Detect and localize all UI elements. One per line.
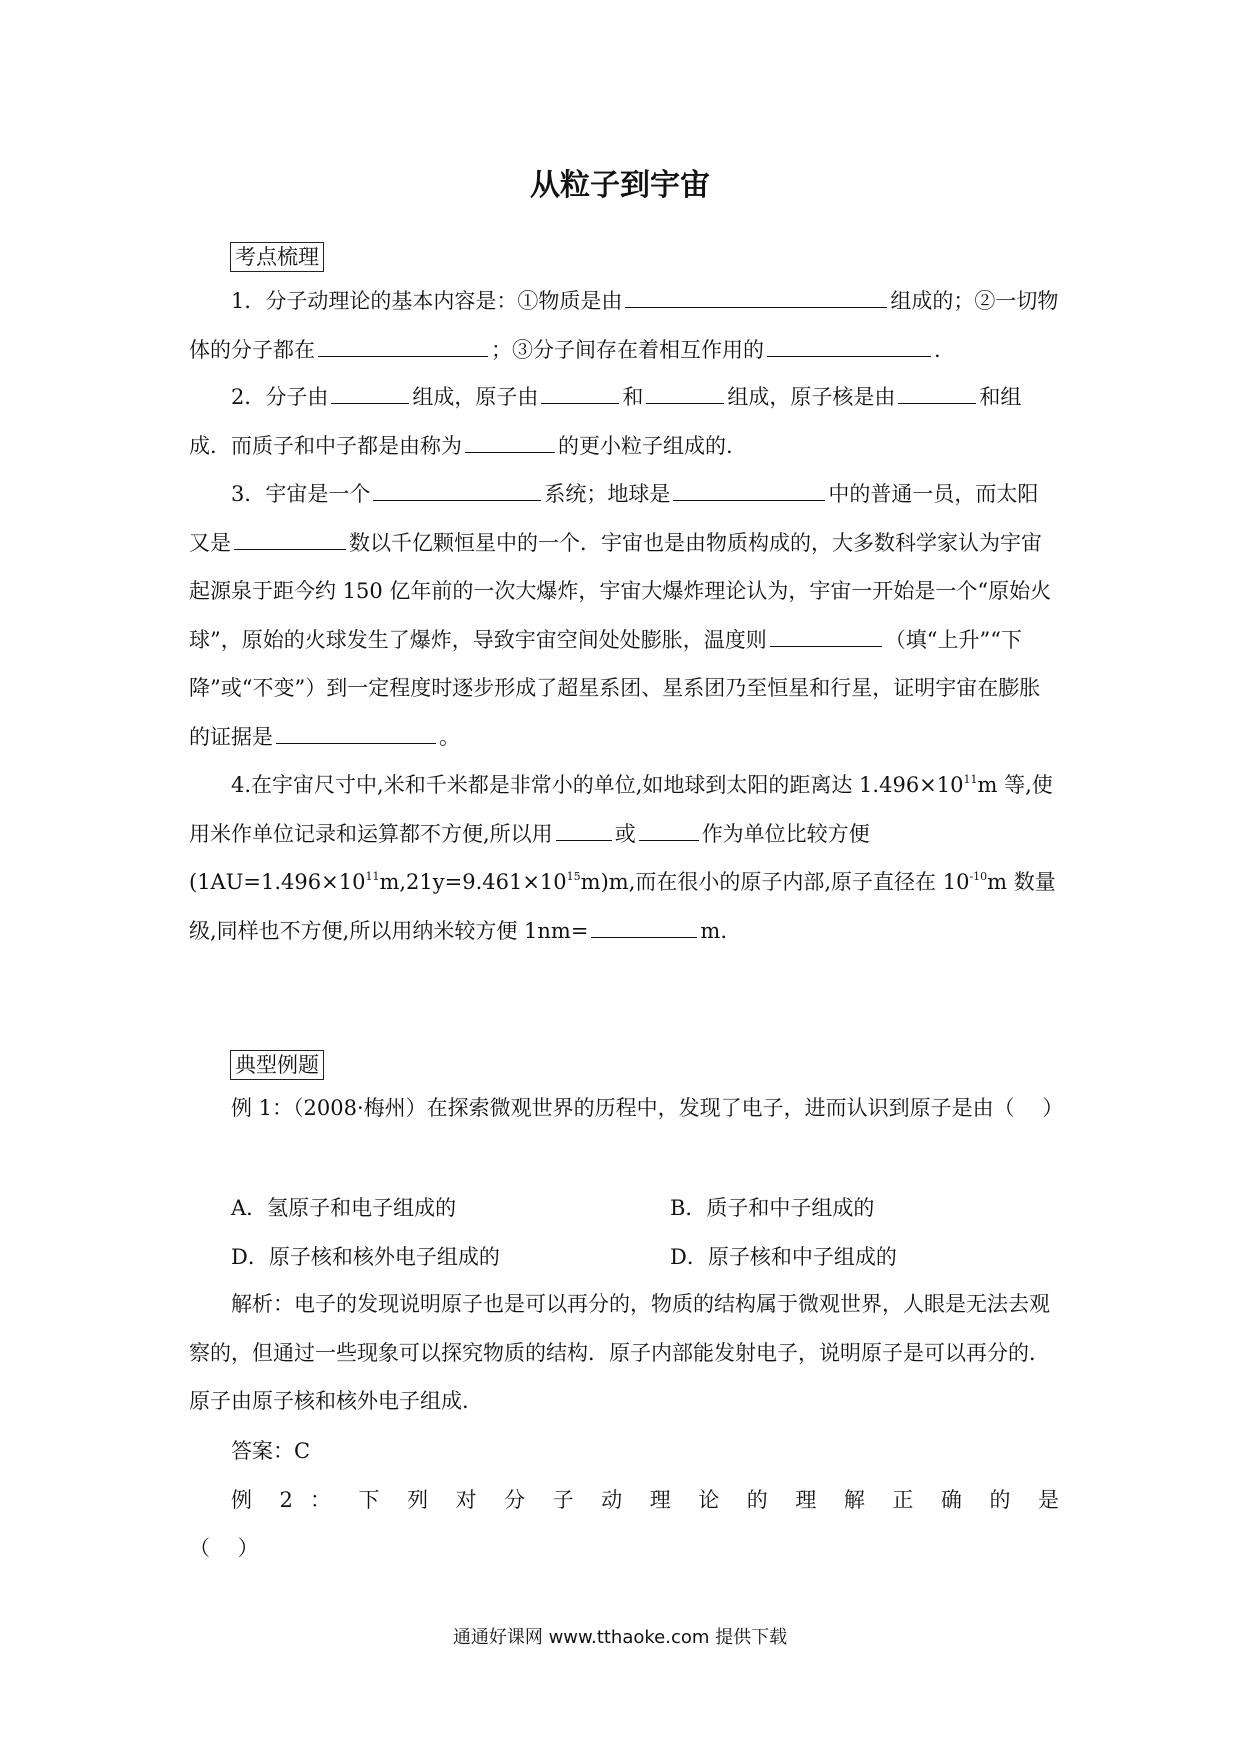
paragraph-2 bbox=[189, 373, 1059, 470]
p4-exponent-3: 15 bbox=[566, 870, 581, 883]
p3-text-f: 。 bbox=[439, 724, 460, 749]
blank-field[interactable] bbox=[331, 381, 409, 404]
blank-field[interactable] bbox=[673, 478, 825, 501]
page-title: 从粒子到宇宙 bbox=[530, 168, 710, 203]
blank-field[interactable] bbox=[276, 721, 436, 744]
paragraph-1 bbox=[189, 277, 1059, 374]
blank-field[interactable] bbox=[639, 818, 699, 841]
blank-field[interactable] bbox=[556, 818, 612, 841]
example-1-option-c: D．原子核和核外电子组成的 bbox=[231, 1245, 500, 1269]
p3-text-d: 数以千亿颗恒星中的一个．宇宙也是由物质构成的，大多数科学家认为宇宙起源泉于距今约 150 亿年前的一次大爆炸，宇宙大爆炸理论认为，宇宙一开始是一个“原始火球”，原始的火球发生了爆炸，导致宇宙空间处处膨胀，温度则 bbox=[189, 530, 1052, 652]
blank-field[interactable] bbox=[646, 381, 724, 404]
p1-text-a: 1．分子动理论的基本内容是：①物质是由 bbox=[231, 289, 623, 313]
p3-text-b: 系统；地球是 bbox=[544, 482, 671, 506]
p4-text-d: 作为单位比较方便(1AU=1.496×10 bbox=[189, 821, 870, 894]
p1-text-c: ；③分子间存在着相互作用的 bbox=[491, 337, 764, 362]
blank-field[interactable] bbox=[770, 624, 882, 647]
blank-field[interactable] bbox=[465, 430, 555, 453]
blank-field[interactable] bbox=[767, 334, 931, 357]
p4-exponent-2: 11 bbox=[365, 870, 380, 883]
blank-field[interactable] bbox=[591, 915, 697, 938]
blank-field[interactable] bbox=[318, 334, 488, 357]
p2-text-a: 2．分子由 bbox=[231, 385, 329, 409]
blank-field[interactable] bbox=[373, 478, 541, 501]
p2-text-e: 和 bbox=[979, 385, 1001, 409]
p2-text-b: 组成，原子由 bbox=[412, 385, 539, 409]
p3-text-c: 中的普通一员，而太阳又是 bbox=[189, 482, 1039, 555]
example-2-question: 例 2 ： 下 列 对 分 子 动 理 论 的 理 解 正 确 的 是 bbox=[231, 1488, 1059, 1512]
section-heading-examples: 典型例题 bbox=[230, 1050, 324, 1080]
p4-text-c: 或 bbox=[614, 821, 636, 846]
p4-text-b: m 等,使用米作单位记录和运算都不方便,所以用 bbox=[189, 773, 1053, 846]
p2-text-g: 的更小粒子组成的. bbox=[558, 433, 733, 458]
p3-text-e: （填“上升”“下降”或“不变”）到一定程度时逐步形成了超星系团、星系团乃至恒星和行星，证明宇宙在膨胀的证据是 bbox=[189, 627, 1041, 749]
example-1-question: 例 1：（2008·梅州）在探索微观世界的历程中，发现了电子，进而认识到原子是由（ ） bbox=[231, 1096, 1064, 1120]
p1-text-b: 组成的；②一切物体的分子都在 bbox=[189, 289, 1059, 362]
p2-text-c: 和 bbox=[622, 385, 644, 409]
example-1-answer: 答案：C bbox=[231, 1439, 311, 1463]
p3-text-a: 3．宇宙是一个 bbox=[231, 482, 371, 506]
paragraph-3 bbox=[189, 470, 1059, 761]
p4-exponent-4: -10 bbox=[969, 870, 988, 883]
p4-exponent-1: 11 bbox=[963, 773, 978, 786]
page-footer: 通通好课网 www.tthaoke.com 提供下载 bbox=[452, 1627, 788, 1648]
p1-text-d: . bbox=[934, 337, 941, 362]
section-heading-key-points: 考点梳理 bbox=[230, 242, 324, 272]
example-1-option-a: A．氢原子和电子组成的 bbox=[231, 1196, 457, 1220]
p4-text-f: m)m,而在很小的原子内部,原子直径在 10 bbox=[580, 870, 970, 894]
blank-field[interactable] bbox=[234, 527, 346, 550]
p2-text-d: 组成，原子核是由 bbox=[727, 385, 896, 409]
blank-field[interactable] bbox=[541, 381, 619, 404]
p2-text-f: 组成．而质子和中子都是由称为 bbox=[189, 385, 1022, 458]
p4-text-h: m. bbox=[700, 918, 728, 943]
blank-field[interactable] bbox=[898, 381, 976, 404]
example-2-paren: （ ） bbox=[189, 1536, 259, 1560]
p4-text-e: m,21y=9.461×10 bbox=[379, 870, 567, 894]
example-1-analysis: 解析：电子的发现说明原子也是可以再分的，物质的结构属于微观世界，人眼是无法去观察的，但通过一些现象可以探究物质的结构．原子内部能发射电子，说明原子是可以再分的．原子由原子核和核外电子组成. bbox=[189, 1292, 1050, 1413]
p4-text-g: m 数量级,同样也不方便,所以用纳米较方便 1nm= bbox=[189, 870, 1056, 943]
example-1-option-b: B．质子和中子组成的 bbox=[670, 1196, 875, 1220]
paragraph-4 bbox=[189, 761, 1059, 955]
p4-text-a: 4.在宇宙尺寸中,米和千米都是非常小的单位,如地球到太阳的距离达 1.496×10 bbox=[231, 773, 964, 797]
blank-field[interactable] bbox=[625, 285, 887, 308]
example-1-option-d: D．原子核和中子组成的 bbox=[670, 1245, 897, 1269]
